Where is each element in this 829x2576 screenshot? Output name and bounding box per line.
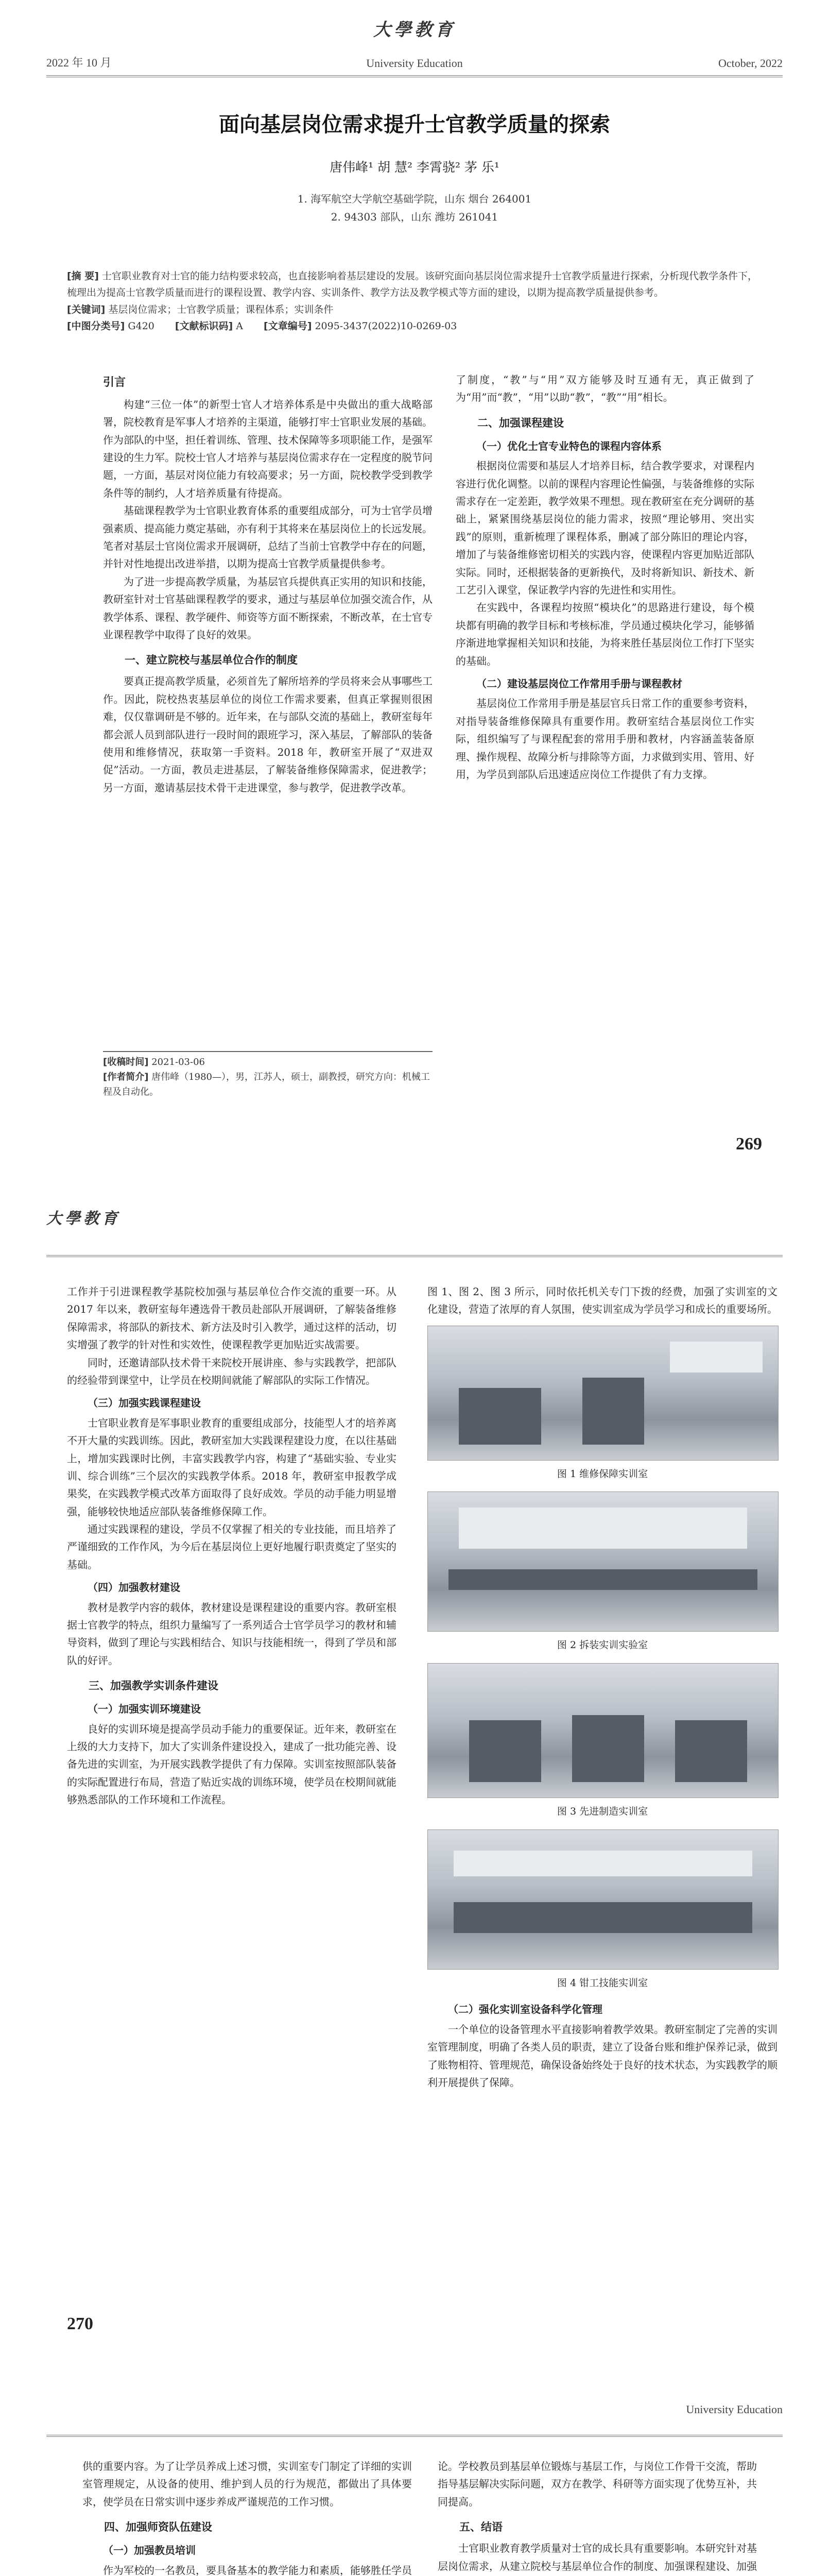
affiliation-1: 1. 海军航空大学航空基础学院，山东 烟台 264001 [297, 193, 532, 205]
figure-2-photo [427, 1492, 779, 1632]
p2-col1-paragraph-2: 同时，还邀请部队技术骨干来院校开展讲座、参与实践教学，把部队的经验带到课堂中，让学员在校期间就能了解部队的实际工作情况。 [67, 1356, 396, 1386]
section-2-1-body-2: 在实践中，各课程均按照“模块化”的思路进行建设，每个模块都有明确的教学目标和考核标准，学员通过模块化学习，能够循序渐进地掌握相关知识和技能，为将来胜任基层岗位工作打下坚实的基础。 [456, 601, 754, 667]
journal-logo: 大學教育 [46, 1210, 120, 1227]
intro-paragraph-3: 为了进一步提高教学质量，为基层官兵提供真正实用的知识和技能，教研室针对士官基础课程教学的要求，通过与基层单位加强交流合作，从教学体系、课程、教学硬件、师资等方面不断探索，不断改革，在士官专业课程教学中取得了良好的效果。 [103, 575, 433, 641]
header-rule [46, 1255, 783, 1257]
keywords [67, 301, 762, 318]
page2-column-right [427, 1283, 778, 2091]
page1-column-left [103, 371, 433, 796]
p2-col2-continuation: 图 1、图 2、图 3 所示，同时依托机关专门下拨的经费，加强了实训室的文化建设，营造了浓厚的育人氛围，使实训室成为学员学习和成长的重要场所。 [427, 1285, 778, 1316]
doc-code-value: A [236, 320, 244, 332]
section-3-heading: 三、加强教学实训条件建设 [89, 1680, 218, 1692]
section-2-1-body: 根据岗位需要和基层人才培养目标，结合教学要求，对课程内容进行优化调整。以前的课程内容理论性偏强，与装备维修的实际需求存在一定差距，教学效果不理想。现在教研室在充分调研的基础上，紧紧围绕基层岗位的能力需求，按照“理论够用、突出实践”的原则，重新梳理了课程体系，删减了部分陈旧的理论内容，增加了与装备维修密切相关的实践内容，使课程内容更加贴近部队实际。同时，还根据装备的更新换代，及时将新知识、新技术、新工艺引入课堂，保证教学内容的先进性和实用性。 [456, 460, 754, 597]
received-date [103, 1055, 433, 1070]
article-no-label: [文章编号] [264, 320, 312, 332]
abstract [67, 268, 762, 301]
section-3-1-body: 良好的实训环境是提高学员动手能力的重要保证。近年来，教研室在上级的大力支持下，加大了实训条件建设投入，建成了一批功能完善、设备先进的实训室，为开展实践教学提供了有力保障。实训室按照部队装备的实际配置进行布局，营造了贴近实战的训练环境，使学员在校期间就能够熟悉部队的工作环境和工作流程。 [67, 1722, 396, 1806]
header-rule [46, 75, 783, 77]
figure-3-caption: 图 3 先进制造实训室 [557, 1806, 648, 1818]
figure-3 [427, 1663, 778, 1820]
intro-paragraph-2: 基础课程教学为士官职业教育体系的重要组成部分，可为士官学员增强素质、提高能力奠定基础，亦有利于其将来在基层岗位上的长远发展。笔者对基层士官岗位需求开展调研，总结了当前士官教学中存在的问题，并针对性地提出改进举措，以期为提高士官教学质量提供参考。 [103, 504, 433, 570]
section-3-2-heading: （二）强化实训室设备科学化管理 [448, 2003, 602, 2016]
section-2-2-heading: （二）建设基层岗位工作常用手册与课程教材 [476, 677, 682, 690]
p3-col1-continuation: 供的重要内容。为了让学员养成上述习惯，实训室专门制定了详细的实训室管理规定，从设备的使用、维护到人员的行为规范，都做出了具体要求，使学员在日常实训中逐步养成严谨规范的工作习惯。 [82, 2460, 412, 2508]
running-header [46, 1195, 783, 1257]
section-2-3-body-2: 通过实践课程的建设，学员不仅掌握了相关的专业技能，而且培养了严谨细致的工作作风，为今后在基层岗位上更好地履行职责奠定了坚实的基础。 [67, 1523, 396, 1571]
section-1-heading: 一、建立院校与基层单位合作的制度 [125, 654, 298, 667]
page1-column-right [456, 371, 754, 783]
received-value: 2021-03-06 [151, 1057, 205, 1067]
running-header [46, 2375, 783, 2437]
figure-1 [427, 1326, 778, 1483]
conclusion-body: 士官职业教育教学质量对士官的成长具有重要影响。本研究针对基层岗位需求，从建立院校与基层单位合作的制度、加强课程建设、加强 [438, 2542, 757, 2572]
section-2-heading: 二、加强课程建设 [477, 416, 564, 429]
page3-column-left [82, 2458, 412, 2576]
footnote [103, 1051, 433, 1099]
doc-code-field [175, 318, 243, 334]
affiliation-2: 2. 94303 部队，山东 潍坊 261041 [331, 211, 498, 223]
section-3-1-heading: （一）加强实训环境建设 [88, 1703, 201, 1716]
page2-column-left [67, 1283, 396, 1809]
conclusion-heading: 五、结语 [459, 2521, 503, 2534]
figure-4 [427, 1829, 778, 1992]
page-271 [0, 2360, 829, 2576]
journal-logo: 大學教育 [373, 21, 456, 40]
figure-3-photo [427, 1663, 779, 1798]
section-3-2-body: 一个单位的设备管理水平直接影响着教学效果。教研室制定了完善的实训室管理制度，明确了各类人员的职责，建立了设备台账和维护保养记录，做到了账物相符、管理规范，确保设备始终处于良好的技术状态，为实践教学的顺利开展提供了保障。 [427, 2023, 778, 2089]
keywords-label: [关键词] [67, 303, 106, 315]
figure-1-caption: 图 1 维修保障实训室 [557, 1468, 648, 1480]
header-rule [46, 2435, 783, 2437]
header-journal-en: University Education [686, 2403, 783, 2416]
figure-4-caption: 图 4 钳工技能实训室 [557, 1977, 648, 1989]
p2-col1-continuation: 工作并于引进课程教学基院校加强与基层单位合作交流的重要一环。从 2017 年以来，教研室每年遴选骨干教员赴部队开展调研，了解装备维修保障需求，将部队的新技术、新方法及时引入教学，通过这样的活动，切实增强了教学的针对性和实效性，使课程教学更加贴近实战需要。 [67, 1285, 396, 1351]
header-journal-en: University Education [366, 57, 463, 70]
page3-column-right [438, 2458, 757, 2576]
page-270 [0, 1180, 829, 2360]
section-4-heading: 四、加强师资队伍建设 [104, 2521, 212, 2534]
running-header [46, 15, 783, 77]
doc-code-label: [文献标识码] [175, 320, 233, 332]
author-list: 唐伟峰¹ 胡 慧² 李霄骁² 茅 乐¹ [330, 160, 499, 175]
abstract-text: 士官职业教育对士官的能力结构要求较高，也直接影响着基层建设的发展。该研究面向基层岗位需求提升士官教学质量进行探索，分析现代教学条件下，梳理出为提高士官教学质量而进行的课程设置、教学内容、实训条件、教学方法及教学模式等方面的建设，以期为提高教学质量提供参考。 [67, 270, 758, 299]
section-4-1-body: 作为军校的一名教员，要具备基本的教学能力和素质，能够胜任学员 [103, 2564, 412, 2576]
figure-1-photo [427, 1326, 779, 1461]
abstract-block [67, 268, 762, 334]
article-no-value: 2095-3437(2022)10-0269-03 [315, 320, 457, 332]
section-2-2-body: 基层岗位工作常用手册是基层官兵日常工作的重要参考资料，对指导装备维修保障具有重要作用。教研室结合基层岗位工作实际，组织编写了与课程配套的常用手册和教材，内容涵盖装备原理、操作规程、故障分析与排除等方面，力求做到实用、管用、好用，为学员到部队后迅速适应岗位工作提供了有力支撑。 [456, 697, 754, 781]
section-1-body: 要真正提高教学质量，必须首先了解所培养的学员将来会从事哪些工作。因此，院校热衷基层单位的岗位工作需求要素，但真正掌握则很困难，仅仅靠调研是不够的。近年来，在与部队交流的基础上，教研室每年都会派人员到部队进行一段时间的跟班学习，深入基层，了解部队的装备使用和维修情况，获取第一手资料。2018 年，教研室开展了“双进双促”活动。一方面，教员走进基层，了解装备维修保障需求，促进教学；另一方面，邀请基层技术骨干走进课堂，参与教学，促进教学改革。 [103, 675, 433, 794]
article-meta [67, 318, 762, 334]
header-date-en: October, 2022 [718, 57, 783, 70]
page-number: 270 [67, 2314, 93, 2333]
section-2-1-heading: （一）优化士官专业特色的课程内容体系 [476, 439, 662, 452]
article-no-field [264, 318, 457, 334]
author-bio [103, 1070, 433, 1100]
figure-2-caption: 图 2 拆装实训实验室 [557, 1639, 648, 1651]
figure-2 [427, 1492, 778, 1654]
page-number: 269 [736, 1134, 762, 1154]
section-2-3-heading: （三）加强实践课程建设 [88, 1397, 201, 1410]
keywords-text: 基层岗位需求；士官教学质量；课程体系；实训条件 [108, 303, 334, 315]
p3-col2-continuation: 论。学校教员到基层单位锻炼与基层工作，与岗位工作骨干交流，帮助指导基层解决实际问题，双方在教学、科研等方面实现了优势互补，共同提高。 [438, 2460, 757, 2508]
clc-label: [中图分类号] [67, 320, 125, 332]
received-label: [收稿时间] [103, 1057, 149, 1067]
p1-col2-continuation: 了制度，“教”与“用”双方能够及时互通有无，真正做到了为“用”而“教”，“用”以助“教”，“教”“用”相长。 [456, 374, 754, 404]
author-bio-text: 唐伟峰（1980—），男，江苏人，硕士，副教授，研究方向：机械工程及自动化。 [103, 1071, 430, 1097]
page-269 [0, 0, 829, 1180]
clc-field [67, 318, 154, 334]
section-4-1-heading: （一）加强教员培训 [103, 2544, 196, 2557]
intro-paragraph-1: 构建“三位一体”的新型士官人才培养体系是中央做出的重大战略部署，院校教育是军事人才培养的主渠道，能够打牢士官职业发展的基础。作为部队的中坚，担任着训练、管理、技术保障等多项职能工作，是强军建设的生力军。院校士官人才培养与基层岗位需求存在一定程度的脱节问题，一方面，基层对岗位能力有较高要求；另一方面，院校教学受到教学条件等的制约，人才培养质量有待提高。 [103, 398, 433, 499]
section-2-3-body: 士官职业教育是军事职业教育的重要组成部分，技能型人才的培养离不开大量的实践训练。因此，教研室加大实践课程建设力度，在以往基础上，增加实践课时比例，丰富实践教学内容，构建了“基础实验、专业实训、综合训练”三个层次的实践教学体系。2018 年，教研室申报教学成果奖，在实践教学模式改革方面取得了良好成效。学员的动手能力明显增强，能够较快地适应部队装备维修保障工作。 [67, 1416, 396, 1518]
intro-heading: 引言 [103, 376, 126, 389]
section-2-4-body: 教材是教学内容的载体，教材建设是课程建设的重要内容。教研室根据士官教学的特点，组织力量编写了一系列适合士官学员学习的教材和辅导资料，做到了理论与实践相结合、知识与技能相统一，得到了学员和部队的好评。 [67, 1601, 396, 1667]
section-2-4-heading: （四）加强教材建设 [88, 1581, 180, 1594]
author-bio-label: [作者简介] [103, 1071, 149, 1082]
figure-4-photo [427, 1829, 779, 1970]
header-date-cn: 2022 年 10 月 [46, 56, 112, 69]
article-title: 面向基层岗位需求提升士官教学质量的探索 [219, 113, 610, 137]
abstract-label: [摘 要] [67, 270, 99, 282]
clc-value: G420 [128, 320, 154, 332]
